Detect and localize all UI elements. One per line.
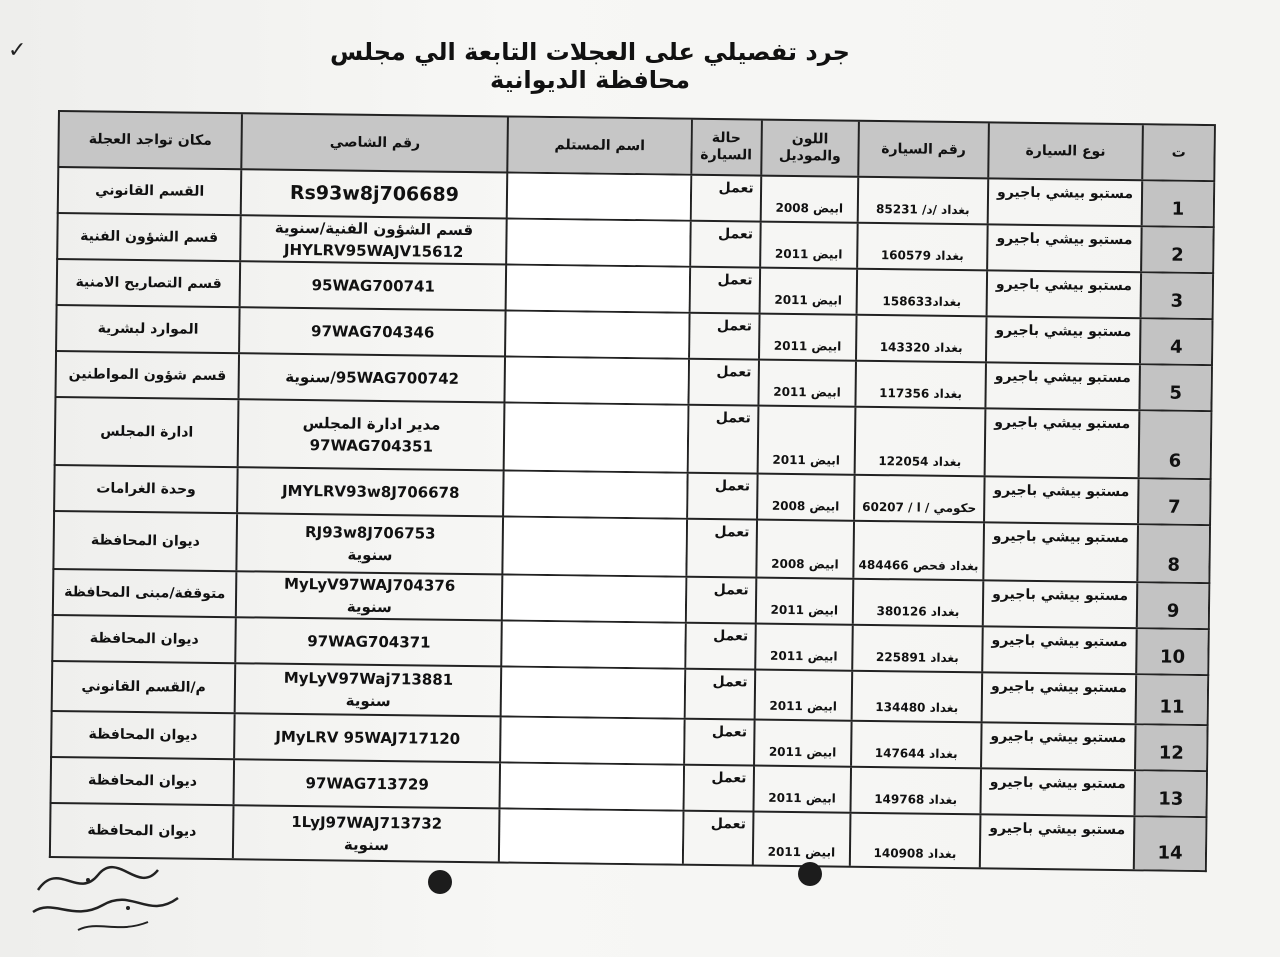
vehicle-type: مستبو بيشي باجيرو xyxy=(986,179,1141,225)
row-num: 6 xyxy=(1138,411,1211,478)
vehicle-status: تعمل xyxy=(685,520,755,577)
chassis-line-1: 95WAG700742/سنوية xyxy=(285,367,460,388)
vehicle-type: مستبو بيشي باجيرو xyxy=(985,317,1140,363)
plate-number: بغداد 380126 xyxy=(852,580,982,626)
receiver-name-redacted xyxy=(506,219,690,265)
header-receiver: اسم المستلم xyxy=(507,117,691,173)
vehicle-type: مستبو بيشي باجيرو xyxy=(980,673,1135,723)
plate-number: حكومي / ا / 60207 xyxy=(853,476,983,522)
chassis-line-1: JMyLRV 95WAJ717120 xyxy=(275,727,461,748)
vehicle-status: تعمل xyxy=(687,360,757,405)
chassis-number xyxy=(238,354,505,401)
row-num: 13 xyxy=(1134,771,1206,816)
vehicle-location: ديوان المحافظة xyxy=(87,772,198,790)
header-status: حالة السيارة xyxy=(690,120,760,175)
chassis-line-1: RJ93w8J706753 xyxy=(304,523,436,543)
row-num: 10 xyxy=(1135,629,1207,674)
vehicle-location: قسم التصاريح الامنية xyxy=(75,274,222,293)
chassis-line-1: 1LyJ97WAJ713732 xyxy=(291,812,443,833)
chassis-line-1: 97WAG704371 xyxy=(307,632,431,652)
vehicle-status: تعمل xyxy=(688,314,758,359)
receiver-name-redacted xyxy=(501,575,685,621)
row-num: 8 xyxy=(1137,525,1209,582)
row-num: 2 xyxy=(1140,227,1212,272)
row-num: 12 xyxy=(1134,725,1206,770)
color-model: ابيض 2011 xyxy=(753,671,851,720)
chassis-number xyxy=(234,664,501,715)
table-body xyxy=(49,168,1215,872)
plate-number: بغداد 149768 xyxy=(850,768,980,814)
chassis-line-1: JMYLRV93w8J706678 xyxy=(281,481,460,502)
chassis-line-2: سنوية xyxy=(346,597,392,617)
receiver-name-redacted xyxy=(504,357,688,403)
vehicle-type: مستبو بيشي باجيرو xyxy=(981,627,1136,673)
chassis-number xyxy=(233,760,500,807)
header-plate: رقم السيارة xyxy=(857,122,987,178)
chassis-line-2: 97WAG704351 xyxy=(309,436,434,456)
chassis-line-1: MyLyV97WAJ704376 xyxy=(283,574,456,595)
plate-number: بغداد158633 xyxy=(856,270,986,316)
vehicle-status: تعمل xyxy=(689,222,759,267)
receiver-name-redacted xyxy=(505,265,689,311)
vehicle-status: تعمل xyxy=(682,812,752,865)
page-title: جرد تفصيلي على العجلات التابعة الي مجلس محافظة الديوانية xyxy=(330,38,850,94)
chassis-line-1: قسم الشؤون الفنية/سنوية xyxy=(274,218,474,240)
chassis-line-1: Rs93w8j706689 xyxy=(289,181,460,206)
row-num: 14 xyxy=(1133,817,1205,870)
chassis-line-2: سنوية xyxy=(347,545,393,565)
header-color: اللون والموديل xyxy=(760,121,858,176)
chassis-line-2: سنوية xyxy=(345,691,391,711)
row-num: 7 xyxy=(1137,479,1209,524)
row-num: 5 xyxy=(1139,365,1211,410)
chassis-line-2: سنوية xyxy=(343,835,390,855)
row-num: 4 xyxy=(1139,319,1211,364)
chassis-number xyxy=(239,262,506,309)
receiver-name-redacted xyxy=(506,173,690,219)
vehicle-type: مستبو بيشي باجيرو xyxy=(986,225,1141,271)
chassis-number xyxy=(236,468,503,515)
header-chassis: رقم الشاصي xyxy=(241,114,508,171)
vehicle-type: مستبو بيشي باجيرو xyxy=(982,581,1137,627)
color-model: ابيض 2011 xyxy=(758,315,856,360)
vehicle-type: مستبو بيشي باجيرو xyxy=(979,769,1134,815)
vehicle-location: وحدة الغرامات xyxy=(96,480,196,498)
receiver-name-redacted xyxy=(498,809,682,863)
vehicle-location: م/القسم القانوني xyxy=(81,678,206,696)
receiver-name-redacted xyxy=(503,471,687,517)
vehicle-status: تعمل xyxy=(686,406,757,473)
header-type: نوع السيارة xyxy=(987,123,1142,179)
row-num: 9 xyxy=(1136,583,1208,628)
receiver-name-redacted xyxy=(501,621,685,667)
chassis-line-1: 95WAG700741 xyxy=(311,276,436,296)
vehicle-status: تعمل xyxy=(689,176,759,221)
color-model: ابيض 2011 xyxy=(754,625,852,670)
vehicle-type: مستبو بيشي باجيرو xyxy=(985,271,1140,317)
vehicle-location: ادارة المجلس xyxy=(100,423,194,441)
vehicle-status: تعمل xyxy=(682,766,752,811)
vehicle-location: القسم القانوني xyxy=(95,182,205,200)
plate-number: بغداد 160579 xyxy=(856,224,986,270)
color-model: ابيض 2011 xyxy=(759,223,857,268)
chassis-line-1: 97WAG704346 xyxy=(310,322,435,342)
vehicle-inventory-table xyxy=(49,110,1216,862)
receiver-name-redacted xyxy=(499,763,683,809)
color-model: ابيض 2011 xyxy=(753,721,851,766)
plate-number: بغداد 143320 xyxy=(855,316,985,362)
plate-number: بغداد /د/ 85231 xyxy=(857,178,987,224)
punch-hole-left xyxy=(428,870,452,894)
vehicle-status: تعمل xyxy=(684,624,754,669)
vehicle-status: تعمل xyxy=(683,720,753,765)
color-model: ابيض 2011 xyxy=(754,579,852,624)
header-location: مكان تواجد العجلة xyxy=(88,130,212,149)
vehicle-location: قسم الشؤون الفنية xyxy=(80,228,219,246)
color-model: ابيض 2008 xyxy=(759,177,857,222)
chassis-number xyxy=(237,400,504,469)
row-num: 1 xyxy=(1141,181,1213,226)
receiver-name-redacted xyxy=(502,517,686,575)
receiver-name-redacted xyxy=(499,717,683,763)
vehicle-location: ديوان المحافظة xyxy=(88,726,198,744)
vehicle-location: متوقفة/مبنى المحافظة xyxy=(64,584,226,603)
chassis-number xyxy=(236,514,503,573)
color-model: ابيض 2008 xyxy=(755,521,853,578)
vehicle-type: مستبو بيشي باجيرو xyxy=(983,409,1138,477)
chassis-number xyxy=(238,308,505,355)
row-num: 11 xyxy=(1135,675,1207,724)
receiver-name-redacted xyxy=(500,667,684,717)
vehicle-location: ديوان المحافظة xyxy=(90,532,200,550)
vehicle-location: ديوان المحافظة xyxy=(87,822,197,840)
check-mark-icon: ✓ xyxy=(8,38,27,63)
color-model: ابيض 2011 xyxy=(757,361,855,406)
chassis-number xyxy=(235,572,502,619)
plate-number: بغداد 147644 xyxy=(850,722,980,768)
color-model: ابيض 2011 xyxy=(756,407,854,474)
chassis-line-2: JHYLRV95WAJV15612 xyxy=(283,240,464,261)
header-num: ت xyxy=(1141,125,1213,180)
chassis-number xyxy=(240,170,507,217)
receiver-name-redacted xyxy=(503,403,687,471)
vehicle-status: تعمل xyxy=(683,670,753,719)
vehicle-location: ديوان المحافظة xyxy=(89,630,199,648)
receiver-name-redacted xyxy=(504,311,688,357)
vehicle-status: تعمل xyxy=(685,578,755,623)
chassis-number xyxy=(240,216,507,263)
vehicle-type: مستبو بيشي باجيرو xyxy=(979,815,1134,869)
chassis-number xyxy=(233,714,500,761)
plate-number: بغداد 122054 xyxy=(854,408,984,476)
chassis-number xyxy=(235,618,502,665)
color-model: ابيض 2011 xyxy=(752,767,850,812)
punch-hole-right xyxy=(798,862,822,886)
plate-number: بغداد 140908 xyxy=(849,814,979,868)
handwritten-signature xyxy=(18,850,218,940)
color-model: ابيض 2011 xyxy=(751,813,849,866)
vehicle-type: مستبو بيشي باجيرو xyxy=(980,723,1135,769)
vehicle-location: قسم شؤون المواطنين xyxy=(68,366,227,385)
vehicle-status: تعمل xyxy=(686,474,756,519)
chassis-line-1: 97WAG713729 xyxy=(305,774,429,794)
plate-number: بغداد فحص 484466 xyxy=(853,522,983,580)
plate-number: بغداد 117356 xyxy=(855,362,985,408)
plate-number: بغداد 225891 xyxy=(851,626,981,672)
vehicle-type: مستبو بيشي باجيرو xyxy=(984,363,1139,409)
chassis-line-1: MyLyV97Waj713881 xyxy=(283,668,454,689)
plate-number: بغداد 134480 xyxy=(851,672,981,722)
row-num: 3 xyxy=(1140,273,1212,318)
color-model: ابيض 2008 xyxy=(756,475,854,520)
chassis-line-1: مدير ادارة المجلس xyxy=(302,414,441,434)
vehicle-type: مستبو بيشي باجيرو xyxy=(982,523,1137,581)
color-model: ابيض 2011 xyxy=(758,269,856,314)
vehicle-status: تعمل xyxy=(688,268,758,313)
vehicle-location: الموارد لبشرية xyxy=(97,320,199,338)
chassis-number xyxy=(232,806,499,861)
vehicle-type: مستبو بيشي باجيرو xyxy=(983,477,1138,523)
